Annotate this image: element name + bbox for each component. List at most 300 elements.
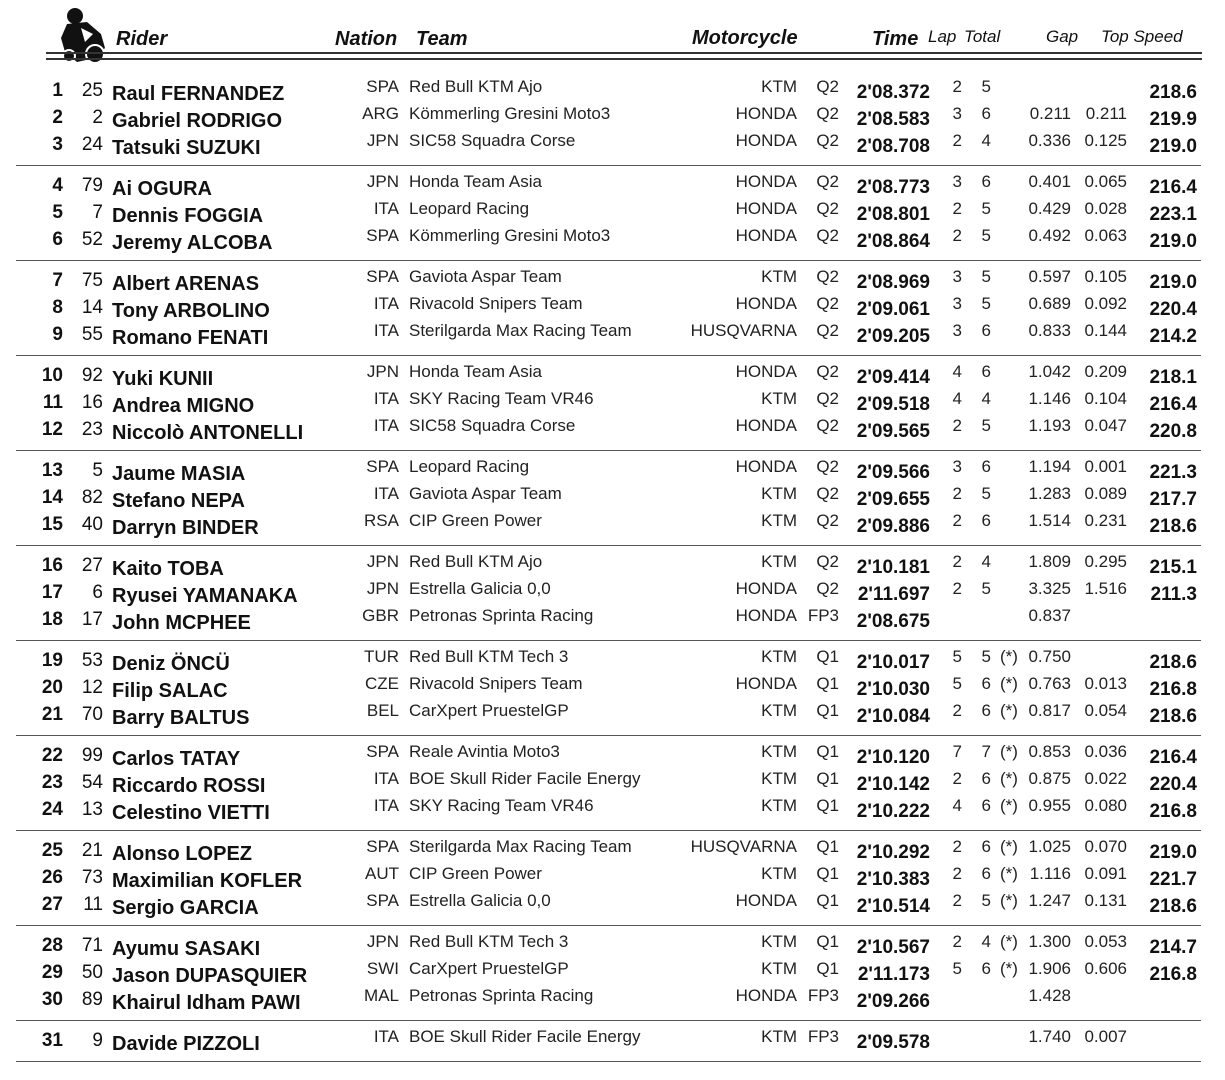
position-cell: 13 bbox=[41, 460, 63, 481]
total-laps-cell: 6 bbox=[981, 837, 991, 856]
session-cell: Q1 bbox=[816, 742, 839, 761]
lap-cell: 2 bbox=[952, 199, 962, 218]
lap-time-cell: 2'10.383 bbox=[856, 869, 930, 890]
motorcycle-cell: HONDA bbox=[735, 104, 797, 123]
lap-cell: 5 bbox=[952, 959, 962, 978]
rider-number-cell: 9 bbox=[92, 1030, 103, 1051]
motorcycle-cell: KTM bbox=[761, 769, 797, 788]
team-cell: Leopard Racing bbox=[409, 457, 530, 476]
rider-name-cell: Jaume MASIA bbox=[112, 463, 246, 485]
team-cell: SIC58 Squadra Corse bbox=[409, 131, 576, 150]
motorcycle-cell: HONDA bbox=[735, 172, 797, 191]
nation-cell: JPN bbox=[366, 362, 399, 381]
lap-cell: 2 bbox=[952, 226, 962, 245]
lap-cell: 5 bbox=[952, 674, 962, 693]
lap-cell: 3 bbox=[952, 457, 962, 476]
gap-first-cell: 1.025 bbox=[1028, 837, 1071, 856]
gap-previous-cell: 0.070 bbox=[1084, 837, 1127, 856]
top-speed-cell: 221.3 bbox=[1149, 462, 1197, 483]
total-laps-cell: 5 bbox=[981, 484, 991, 503]
rider-number-cell: 50 bbox=[81, 962, 103, 983]
session-cell: Q2 bbox=[816, 457, 839, 476]
lap-time-cell: 2'09.886 bbox=[856, 516, 930, 537]
team-cell: Honda Team Asia bbox=[409, 362, 542, 381]
lap-time-cell: 2'10.222 bbox=[856, 801, 930, 822]
rider-number-cell: 2 bbox=[92, 107, 103, 128]
rider-name-cell: Barry BALTUS bbox=[112, 707, 250, 729]
motorcycle-cell: HONDA bbox=[735, 891, 797, 910]
nation-cell: ITA bbox=[373, 484, 399, 503]
session-cell: FP3 bbox=[807, 606, 839, 625]
rider-number-cell: 52 bbox=[81, 229, 103, 250]
lap-cell: 2 bbox=[952, 891, 962, 910]
motorcycle-cell: KTM bbox=[761, 389, 797, 408]
lap-time-cell: 2'10.292 bbox=[856, 842, 930, 863]
motorcycle-cell: HONDA bbox=[735, 226, 797, 245]
session-cell: Q2 bbox=[816, 104, 839, 123]
lap-time-cell: 2'08.372 bbox=[856, 82, 930, 103]
nation-cell: JPN bbox=[366, 579, 399, 598]
group-divider bbox=[16, 165, 1201, 166]
gap-previous-cell: 0.211 bbox=[1085, 104, 1127, 123]
session-cell: FP3 bbox=[807, 986, 839, 1005]
team-cell: Gaviota Aspar Team bbox=[409, 484, 562, 503]
total-laps-cell: 7 bbox=[981, 742, 991, 761]
total-laps-cell: 6 bbox=[981, 457, 991, 476]
rider-name-cell: Albert ARENAS bbox=[112, 273, 260, 295]
provisional-flag-cell: (*) bbox=[1000, 742, 1018, 761]
group-divider bbox=[16, 545, 1201, 546]
rider-number-cell: 53 bbox=[81, 650, 103, 671]
rider-name-cell: Carlos TATAY bbox=[112, 748, 241, 770]
position-cell: 30 bbox=[41, 989, 63, 1010]
total-laps-cell: 5 bbox=[981, 647, 991, 666]
nation-cell: ITA bbox=[373, 1027, 399, 1046]
gap-previous-cell: 0.125 bbox=[1084, 131, 1127, 150]
motorcycle-cell: KTM bbox=[761, 77, 797, 96]
top-speed-cell: 216.4 bbox=[1149, 394, 1197, 415]
total-laps-cell: 6 bbox=[981, 172, 991, 191]
session-cell: Q2 bbox=[816, 267, 839, 286]
total-laps-cell: 6 bbox=[981, 864, 991, 883]
position-cell: 16 bbox=[41, 555, 63, 576]
rider-name-cell: Stefano NEPA bbox=[112, 490, 245, 512]
gap-first-cell: 0.853 bbox=[1028, 742, 1071, 761]
rider-name-cell: Davide PIZZOLI bbox=[112, 1033, 260, 1055]
total-laps-cell: 6 bbox=[981, 674, 991, 693]
group-divider bbox=[16, 925, 1201, 926]
gap-previous-cell: 0.091 bbox=[1084, 864, 1127, 883]
lap-cell: 2 bbox=[952, 837, 962, 856]
top-speed-cell: 216.8 bbox=[1149, 964, 1197, 985]
provisional-flag-cell: (*) bbox=[1000, 864, 1018, 883]
nation-cell: AUT bbox=[365, 864, 399, 883]
session-cell: Q2 bbox=[816, 484, 839, 503]
gap-first-cell: 1.194 bbox=[1028, 457, 1071, 476]
top-speed-cell: 218.6 bbox=[1149, 82, 1197, 103]
session-cell: Q1 bbox=[816, 701, 839, 720]
position-cell: 6 bbox=[52, 229, 63, 250]
nation-cell: JPN bbox=[366, 131, 399, 150]
team-cell: Red Bull KTM Ajo bbox=[409, 77, 543, 96]
top-speed-cell: 214.2 bbox=[1149, 326, 1197, 347]
session-cell: Q2 bbox=[816, 579, 839, 598]
rider-number-cell: 13 bbox=[81, 799, 103, 820]
group-divider bbox=[16, 1061, 1201, 1062]
lap-time-cell: 2'10.030 bbox=[856, 679, 930, 700]
lap-cell: 2 bbox=[952, 769, 962, 788]
rider-name-cell: Ryusei YAMANAKA bbox=[112, 585, 298, 607]
top-speed-cell: 223.1 bbox=[1149, 204, 1197, 225]
nation-cell: TUR bbox=[364, 647, 399, 666]
motorcycle-cell: KTM bbox=[761, 864, 797, 883]
gap-previous-cell: 0.022 bbox=[1084, 769, 1127, 788]
gap-first-cell: 0.955 bbox=[1028, 796, 1071, 815]
team-cell: Reale Avintia Moto3 bbox=[409, 742, 560, 761]
top-speed-cell: 220.4 bbox=[1149, 774, 1197, 795]
gap-previous-cell: 0.036 bbox=[1084, 742, 1127, 761]
gap-previous-cell: 0.063 bbox=[1084, 226, 1127, 245]
team-cell: CIP Green Power bbox=[409, 864, 542, 883]
motorcycle-cell: HONDA bbox=[735, 606, 797, 625]
header-team: Team bbox=[416, 28, 468, 50]
provisional-flag-cell: (*) bbox=[1000, 959, 1018, 978]
rider-name-cell: Khairul Idham PAWI bbox=[112, 992, 301, 1014]
session-cell: Q1 bbox=[816, 959, 839, 978]
total-laps-cell: 6 bbox=[981, 701, 991, 720]
gap-previous-cell: 0.054 bbox=[1084, 701, 1127, 720]
gap-first-cell: 3.325 bbox=[1028, 579, 1071, 598]
position-cell: 22 bbox=[41, 745, 63, 766]
table-row bbox=[0, 416, 1225, 443]
rider-number-cell: 82 bbox=[81, 487, 103, 508]
gap-first-cell: 1.809 bbox=[1028, 552, 1071, 571]
session-cell: Q2 bbox=[816, 77, 839, 96]
total-laps-cell: 4 bbox=[981, 131, 991, 150]
lap-cell: 2 bbox=[952, 131, 962, 150]
position-cell: 20 bbox=[41, 677, 63, 698]
team-cell: BOE Skull Rider Facile Energy bbox=[409, 1027, 641, 1046]
lap-cell: 5 bbox=[952, 647, 962, 666]
gap-first-cell: 1.906 bbox=[1028, 959, 1071, 978]
rider-number-cell: 25 bbox=[81, 80, 103, 101]
team-cell: Estrella Galicia 0,0 bbox=[409, 579, 551, 598]
session-cell: Q2 bbox=[816, 511, 839, 530]
table-row bbox=[0, 796, 1225, 823]
gap-first-cell: 1.247 bbox=[1028, 891, 1071, 910]
gap-previous-cell: 1.516 bbox=[1084, 579, 1127, 598]
header-time: Time bbox=[872, 28, 919, 50]
header-total: Total bbox=[964, 27, 1001, 46]
nation-cell: SPA bbox=[366, 267, 399, 286]
rider-number-cell: 11 bbox=[83, 894, 103, 915]
provisional-flag-cell: (*) bbox=[1000, 647, 1018, 666]
total-laps-cell: 6 bbox=[981, 769, 991, 788]
lap-cell: 7 bbox=[952, 742, 962, 761]
top-speed-cell: 221.7 bbox=[1149, 869, 1197, 890]
rider-number-cell: 55 bbox=[81, 324, 103, 345]
rider-name-cell: Kaito TOBA bbox=[112, 558, 224, 580]
rider-number-cell: 75 bbox=[81, 270, 103, 291]
motorcycle-cell: HONDA bbox=[735, 199, 797, 218]
rider-name-cell: Darryn BINDER bbox=[112, 517, 259, 539]
rider-number-cell: 5 bbox=[92, 460, 103, 481]
motorcycle-cell: KTM bbox=[761, 511, 797, 530]
lap-time-cell: 2'09.566 bbox=[856, 462, 930, 483]
nation-cell: SPA bbox=[366, 742, 399, 761]
team-cell: Petronas Sprinta Racing bbox=[409, 986, 594, 1005]
top-speed-cell: 218.6 bbox=[1149, 896, 1197, 917]
motorcycle-cell: KTM bbox=[761, 484, 797, 503]
position-cell: 14 bbox=[41, 487, 63, 508]
team-cell: Honda Team Asia bbox=[409, 172, 542, 191]
rider-number-cell: 54 bbox=[81, 772, 103, 793]
lap-time-cell: 2'09.518 bbox=[856, 394, 930, 415]
rider-name-cell: Gabriel RODRIGO bbox=[112, 110, 283, 132]
position-cell: 12 bbox=[41, 419, 63, 440]
position-cell: 9 bbox=[52, 324, 63, 345]
provisional-flag-cell: (*) bbox=[1000, 932, 1018, 951]
top-speed-cell: 218.1 bbox=[1149, 367, 1197, 388]
table-row bbox=[0, 1027, 1225, 1054]
team-cell: Kömmerling Gresini Moto3 bbox=[409, 226, 611, 245]
gap-first-cell: 0.429 bbox=[1028, 199, 1071, 218]
gap-previous-cell: 0.209 bbox=[1084, 362, 1127, 381]
table-row bbox=[0, 226, 1225, 253]
lap-cell: 3 bbox=[952, 267, 962, 286]
table-row bbox=[0, 511, 1225, 538]
position-cell: 4 bbox=[52, 175, 63, 196]
table-row bbox=[0, 321, 1225, 348]
gap-previous-cell: 0.131 bbox=[1084, 891, 1127, 910]
team-cell: CarXpert PruestelGP bbox=[409, 701, 569, 720]
position-cell: 2 bbox=[52, 107, 63, 128]
nation-cell: ITA bbox=[373, 199, 399, 218]
nation-cell: SPA bbox=[366, 226, 399, 245]
team-cell: SIC58 Squadra Corse bbox=[409, 416, 576, 435]
position-cell: 8 bbox=[52, 297, 63, 318]
nation-cell: BEL bbox=[366, 701, 399, 720]
rider-name-cell: Sergio GARCIA bbox=[112, 897, 259, 919]
lap-time-cell: 2'10.120 bbox=[856, 747, 930, 768]
rider-number-cell: 99 bbox=[81, 745, 103, 766]
team-cell: Red Bull KTM Tech 3 bbox=[409, 932, 569, 951]
rider-name-cell: Maximilian KOFLER bbox=[112, 870, 303, 892]
lap-cell: 2 bbox=[952, 864, 962, 883]
provisional-flag-cell: (*) bbox=[1000, 837, 1018, 856]
top-speed-cell: 220.4 bbox=[1149, 299, 1197, 320]
rider-name-cell: Riccardo ROSSI bbox=[112, 775, 266, 797]
rider-name-cell: Romano FENATI bbox=[112, 327, 269, 349]
rider-name-cell: Ai OGURA bbox=[112, 178, 212, 200]
total-laps-cell: 5 bbox=[981, 294, 991, 313]
lap-cell: 3 bbox=[952, 172, 962, 191]
gap-first-cell: 1.300 bbox=[1028, 932, 1071, 951]
group-divider bbox=[16, 735, 1201, 736]
gap-first-cell: 0.750 bbox=[1028, 647, 1071, 666]
group-divider bbox=[16, 260, 1201, 261]
position-cell: 11 bbox=[42, 392, 63, 413]
rider-number-cell: 89 bbox=[81, 989, 103, 1010]
gap-first-cell: 1.514 bbox=[1028, 511, 1071, 530]
position-cell: 21 bbox=[41, 704, 63, 725]
total-laps-cell: 6 bbox=[981, 511, 991, 530]
position-cell: 10 bbox=[41, 365, 63, 386]
rider-name-cell: Deniz ÖNCÜ bbox=[112, 653, 230, 675]
total-laps-cell: 6 bbox=[981, 796, 991, 815]
rider-name-cell: Yuki KUNII bbox=[112, 368, 214, 390]
gap-previous-cell: 0.104 bbox=[1084, 389, 1127, 408]
team-cell: Kömmerling Gresini Moto3 bbox=[409, 104, 611, 123]
position-cell: 3 bbox=[52, 134, 63, 155]
nation-cell: SPA bbox=[366, 837, 399, 856]
provisional-flag-cell: (*) bbox=[1000, 891, 1018, 910]
total-laps-cell: 5 bbox=[981, 77, 991, 96]
gap-first-cell: 0.689 bbox=[1028, 294, 1071, 313]
lap-time-cell: 2'08.773 bbox=[856, 177, 930, 198]
position-cell: 23 bbox=[41, 772, 63, 793]
lap-cell: 2 bbox=[952, 416, 962, 435]
table-header bbox=[0, 0, 1225, 66]
position-cell: 18 bbox=[41, 609, 63, 630]
total-laps-cell: 5 bbox=[981, 416, 991, 435]
group-divider bbox=[16, 640, 1201, 641]
gap-first-cell: 0.763 bbox=[1028, 674, 1071, 693]
motorcycle-cell: KTM bbox=[761, 701, 797, 720]
session-cell: Q1 bbox=[816, 932, 839, 951]
rider-number-cell: 79 bbox=[81, 175, 103, 196]
team-cell: Estrella Galicia 0,0 bbox=[409, 891, 551, 910]
position-cell: 17 bbox=[41, 582, 63, 603]
motorcycle-cell: KTM bbox=[761, 647, 797, 666]
table-row bbox=[0, 606, 1225, 633]
team-cell: Sterilgarda Max Racing Team bbox=[409, 837, 632, 856]
gap-previous-cell: 0.092 bbox=[1084, 294, 1127, 313]
lap-cell: 3 bbox=[952, 104, 962, 123]
lap-cell: 2 bbox=[952, 579, 962, 598]
nation-cell: RSA bbox=[364, 511, 399, 530]
position-cell: 7 bbox=[52, 270, 63, 291]
top-speed-cell: 219.0 bbox=[1149, 136, 1197, 157]
nation-cell: SPA bbox=[366, 891, 399, 910]
lap-cell: 3 bbox=[952, 321, 962, 340]
session-cell: Q1 bbox=[816, 769, 839, 788]
gap-first-cell: 1.193 bbox=[1028, 416, 1071, 435]
header-rider: Rider bbox=[116, 28, 168, 50]
lap-cell: 4 bbox=[952, 389, 962, 408]
header-rule-top bbox=[46, 52, 1202, 54]
total-laps-cell: 5 bbox=[981, 579, 991, 598]
lap-time-cell: 2'09.565 bbox=[856, 421, 930, 442]
position-cell: 26 bbox=[41, 867, 63, 888]
lap-time-cell: 2'08.801 bbox=[856, 204, 930, 225]
lap-cell: 2 bbox=[952, 484, 962, 503]
session-cell: Q1 bbox=[816, 864, 839, 883]
top-speed-cell: 216.4 bbox=[1149, 747, 1197, 768]
team-cell: SKY Racing Team VR46 bbox=[409, 389, 594, 408]
rider-name-cell: Andrea MIGNO bbox=[112, 395, 255, 417]
gap-previous-cell: 0.013 bbox=[1084, 674, 1127, 693]
rider-name-cell: Jason DUPASQUIER bbox=[112, 965, 308, 987]
group-divider bbox=[16, 1020, 1201, 1021]
gap-previous-cell: 0.028 bbox=[1084, 199, 1127, 218]
motorcycle-rider-icon bbox=[55, 4, 111, 64]
total-laps-cell: 6 bbox=[981, 362, 991, 381]
header-nation: Nation bbox=[335, 28, 398, 50]
provisional-flag-cell: (*) bbox=[1000, 796, 1018, 815]
lap-cell: 2 bbox=[952, 77, 962, 96]
gap-first-cell: 0.837 bbox=[1028, 606, 1071, 625]
session-cell: Q2 bbox=[816, 131, 839, 150]
lap-cell: 2 bbox=[952, 932, 962, 951]
rider-number-cell: 7 bbox=[92, 202, 103, 223]
header-motorcycle: Motorcycle bbox=[692, 27, 798, 49]
top-speed-cell: 218.6 bbox=[1149, 706, 1197, 727]
provisional-flag-cell: (*) bbox=[1000, 674, 1018, 693]
total-laps-cell: 5 bbox=[981, 267, 991, 286]
session-cell: FP3 bbox=[807, 1027, 839, 1046]
gap-first-cell: 1.283 bbox=[1028, 484, 1071, 503]
position-cell: 19 bbox=[41, 650, 63, 671]
gap-first-cell: 1.740 bbox=[1028, 1027, 1071, 1046]
lap-time-cell: 2'09.655 bbox=[856, 489, 930, 510]
gap-previous-cell: 0.053 bbox=[1084, 932, 1127, 951]
session-cell: Q2 bbox=[816, 321, 839, 340]
lap-time-cell: 2'10.084 bbox=[856, 706, 930, 727]
motorcycle-cell: KTM bbox=[761, 959, 797, 978]
header-gap: Gap bbox=[1046, 27, 1079, 46]
gap-previous-cell: 0.065 bbox=[1084, 172, 1127, 191]
gap-first-cell: 1.116 bbox=[1029, 864, 1071, 883]
rider-name-cell: Tony ARBOLINO bbox=[112, 300, 270, 322]
nation-cell: ITA bbox=[373, 294, 399, 313]
rider-name-cell: Dennis FOGGIA bbox=[112, 205, 264, 227]
nation-cell: SPA bbox=[366, 77, 399, 96]
rider-number-cell: 16 bbox=[81, 392, 103, 413]
lap-cell: 2 bbox=[952, 552, 962, 571]
team-cell: Gaviota Aspar Team bbox=[409, 267, 562, 286]
lap-time-cell: 2'11.173 bbox=[857, 964, 930, 985]
rider-number-cell: 92 bbox=[81, 365, 103, 386]
motorcycle-cell: HONDA bbox=[735, 674, 797, 693]
total-laps-cell: 6 bbox=[981, 321, 991, 340]
gap-previous-cell: 0.089 bbox=[1084, 484, 1127, 503]
rider-number-cell: 14 bbox=[81, 297, 103, 318]
session-cell: Q1 bbox=[816, 674, 839, 693]
nation-cell: MAL bbox=[364, 986, 399, 1005]
rider-number-cell: 27 bbox=[81, 555, 103, 576]
group-divider bbox=[16, 450, 1201, 451]
motorcycle-cell: KTM bbox=[761, 742, 797, 761]
gap-first-cell: 1.146 bbox=[1028, 389, 1071, 408]
total-laps-cell: 4 bbox=[981, 932, 991, 951]
top-speed-cell: 216.8 bbox=[1149, 679, 1197, 700]
nation-cell: ARG bbox=[362, 104, 399, 123]
team-cell: CarXpert PruestelGP bbox=[409, 959, 569, 978]
gap-first-cell: 0.492 bbox=[1028, 226, 1071, 245]
motorcycle-cell: HONDA bbox=[735, 457, 797, 476]
table-row bbox=[0, 131, 1225, 158]
nation-cell: SPA bbox=[366, 457, 399, 476]
lap-time-cell: 2'10.514 bbox=[856, 896, 930, 917]
total-laps-cell: 6 bbox=[981, 104, 991, 123]
gap-previous-cell: 0.231 bbox=[1084, 511, 1127, 530]
total-laps-cell: 5 bbox=[981, 891, 991, 910]
rider-name-cell: Ayumu SASAKI bbox=[112, 938, 261, 960]
lap-cell: 4 bbox=[952, 362, 962, 381]
lap-time-cell: 2'08.969 bbox=[856, 272, 930, 293]
nation-cell: ITA bbox=[373, 416, 399, 435]
